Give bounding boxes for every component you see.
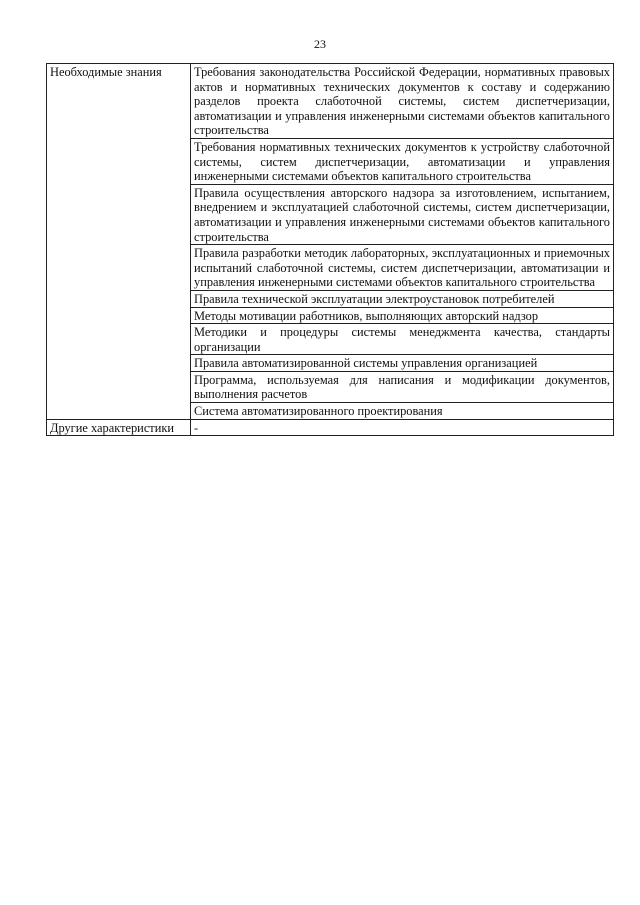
table-row — [47, 64, 614, 139]
table-cell: Требования законодательства Российской Федерации, нормативных правовых актов и нормативных технических документов к составу и содержанию разделов проекта слаботочной системы, систем диспетчеризации, автоматизации и управления инженерными системами объектов капитального строительства — [191, 64, 614, 139]
row-label-other-characteristics: Другие характеристики — [47, 419, 191, 436]
table-cell: Правила разработки методик лабораторных, эксплуатационных и приемочных испытаний слаботочной системы, систем диспетчеризации, автоматизации и управления инженерными системами объектов капитального строительства — [191, 245, 614, 291]
table-cell: Система автоматизированного проектирования — [191, 403, 614, 420]
table-row — [47, 419, 614, 436]
table-cell: Правила технической эксплуатации электроустановок потребителей — [191, 290, 614, 307]
page-number: 23 — [314, 37, 326, 51]
table-cell: Программа, используемая для написания и модификации документов, выполнения расчетов — [191, 371, 614, 402]
table-cell: Правила осуществления авторского надзора за изготовлением, испытанием, внедрением и эксплуатацией слаботочной системы, систем диспетчеризации, автоматизации и управления инженерными системами объектов капитального строительства — [191, 184, 614, 244]
table-cell: - — [191, 419, 614, 436]
requirements-table — [46, 63, 614, 436]
table-cell: Требования нормативных технических документов к устройству слаботочной системы, систем диспетчеризации, автоматизации и управления инженерными системами объектов капитального строительства — [191, 138, 614, 184]
row-label-required-knowledge: Необходимые знания — [47, 64, 191, 420]
table-cell: Методики и процедуры системы менеджмента качества, стандарты организации — [191, 324, 614, 355]
table-cell: Методы мотивации работников, выполняющих авторский надзор — [191, 307, 614, 324]
table-cell: Правила автоматизированной системы управления организацией — [191, 355, 614, 372]
